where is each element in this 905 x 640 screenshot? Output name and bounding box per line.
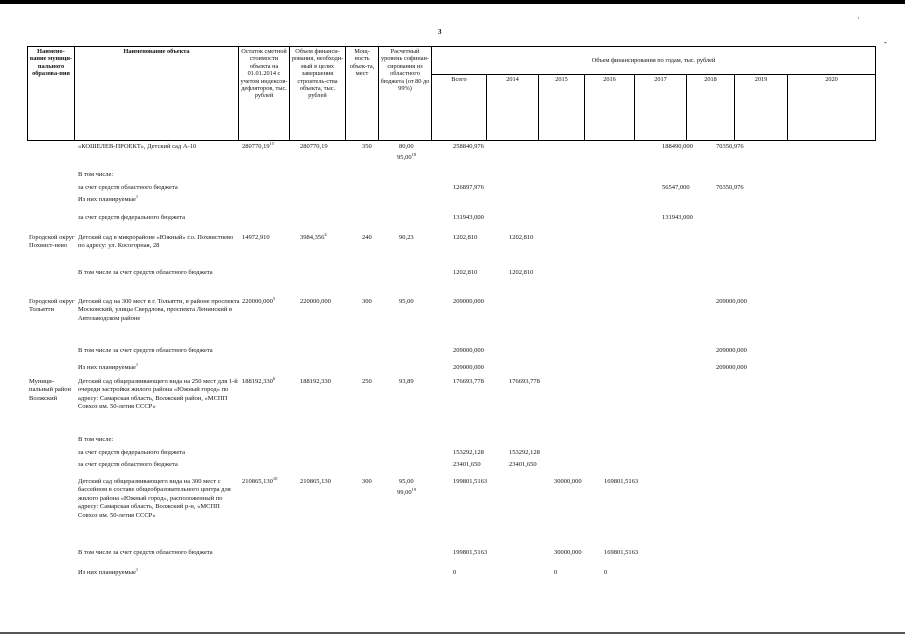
year-value-cell: 176693,778 <box>509 378 540 385</box>
header-financing-volume: Объем финанси-рования, необходи-мый в целях завершения строитель-ства объекта, тыс. рублей <box>290 47 346 141</box>
subrow-label: Из них планируемые$^1$ <box>78 361 139 371</box>
year-value-cell: 30000,000 <box>554 478 582 485</box>
financing-volume-cell: 280770,19 <box>300 143 328 150</box>
subrow-label: за счет средств федерального бюджета <box>78 214 186 221</box>
total-cell: 209000,000 <box>453 364 484 371</box>
scan-speck: · <box>857 14 860 23</box>
subrow-label: за счет средств федерального бюджета <box>78 449 186 456</box>
cofinancing-level-cell: 95,00$^{18}$ <box>397 151 417 161</box>
header-remaining: Остаток сметной стоимости объекта на 01.01.2014 с учетом индексов-дефляторов, тыс. рублей <box>239 47 290 141</box>
subrow-label: Из них планируемые$^1$ <box>78 193 139 203</box>
header-year: 2019 <box>735 75 788 141</box>
financing-volume-cell: 3984,356$^4$ <box>300 231 327 241</box>
year-value-cell: 1202,810 <box>509 269 534 276</box>
footnote-mark: 10 <box>272 475 278 481</box>
year-value-cell: 56547,000 <box>662 184 690 191</box>
top-border <box>0 0 905 4</box>
capacity-cell: 240 <box>362 234 372 241</box>
cofinancing-level-cell: 95,00 <box>399 298 414 305</box>
total-cell: 153292,128 <box>453 449 484 456</box>
footnote-mark: 1 <box>135 193 139 199</box>
year-value-cell: 70350,976 <box>716 184 744 191</box>
total-cell: 1202,810 <box>453 234 478 241</box>
capacity-cell: 300 <box>362 478 372 485</box>
page-number: 3 <box>438 28 442 36</box>
year-value-cell: 0 <box>554 569 558 576</box>
header-years-group: Объем финансирования по годам, тыс. рублей <box>432 47 876 75</box>
remaining-cost-cell: 210865,130$^{10}$ <box>242 475 278 485</box>
object-name-cell: Детский сад общеразвивающего вида на 300 мест с бассейном в составе общеобразовательного центра для жилого района «Южный город», расположенный по адресу: Самарская область, Волжский р-н, «МСПП Совхоз им. 50-летия СССР» <box>78 478 231 519</box>
object-name-cell: Детский сад общеразвивающего вида на 250 мест для 1-й очереди застройки жилого района «Южный город» по адресу: Самарская область, Волжский район, «МСПП Совхоз им. 50-летия СССР» <box>78 378 238 411</box>
scan-speck: - <box>884 38 887 47</box>
total-cell: 1202,810 <box>453 269 478 276</box>
subrow-label: В том числе: <box>78 436 114 443</box>
subrow-label: Из них планируемые$^1$ <box>78 566 139 576</box>
header-year: 2016 <box>585 75 635 141</box>
year-value-cell: 188490,000 <box>662 143 693 150</box>
subrow-label: В том числе за счет средств областного бюджета <box>78 549 213 556</box>
header-cofinancing: Расчетный уровень софинан-сирования из областного бюджета (от 80 до 99%) <box>379 47 432 141</box>
header-year: 2017 <box>635 75 687 141</box>
footnote-mark: 6 <box>272 375 276 381</box>
footnote-mark: 4 <box>324 231 327 237</box>
object-name-cell: Детский сад на 300 мест в г. Тольятти, в районе проспекта Московский, улицы Свердлова, проспекта Ленинский в Автозаводском районе <box>78 298 240 322</box>
total-cell: 209000,000 <box>453 298 484 305</box>
footnote-mark: 19 <box>411 486 417 492</box>
object-name-cell: Детский сад в микрорайоне «Южный» г.о. Похвистнево по адресу: ул. Косогорная, 28 <box>78 234 234 250</box>
total-cell: 126897,976 <box>453 184 484 191</box>
total-cell: 209000,000 <box>453 347 484 354</box>
cofinancing-level-cell: 90,23 <box>399 234 414 241</box>
year-value-cell: 131943,000 <box>662 214 693 221</box>
financing-volume-cell: 188192,330 <box>300 378 331 385</box>
header-capacity: Мощ-ность объек-та, мест <box>346 47 379 141</box>
cofinancing-level-cell: 93,89 <box>399 378 414 385</box>
remaining-cost-cell: 220000,000$^5$ <box>242 295 276 305</box>
municipality-cell: Муници-пальный район Волжский <box>29 378 71 402</box>
header-municipality: Наимено-вание муници-пального образова-ния <box>28 47 75 141</box>
financing-volume-cell: 220000,000 <box>300 298 331 305</box>
subrow-label: В том числе за счет средств областного бюджета <box>78 269 213 276</box>
bottom-border <box>0 632 905 634</box>
footnote-mark: 5 <box>272 295 276 301</box>
remaining-cost-cell: 14972,910 <box>242 234 270 241</box>
year-value-cell: 30000,000 <box>554 549 582 556</box>
cofinancing-level-cell: 80,00 <box>399 143 414 150</box>
subrow-label: В том числе за счет средств областного бюджета <box>78 347 213 354</box>
total-cell: 199801,5163 <box>453 549 488 556</box>
total-cell: 131943,000 <box>453 214 484 221</box>
header-year: 2018 <box>687 75 735 141</box>
footnote-mark: 18 <box>411 151 417 157</box>
year-value-cell: 70350,976 <box>716 143 744 150</box>
footnote-mark: 1 <box>135 566 139 572</box>
total-cell: 23401,650 <box>453 461 481 468</box>
total-cell: 258840,976 <box>453 143 484 150</box>
header-object: Наименование объекта <box>75 47 239 141</box>
year-value-cell: 169801,5163 <box>604 549 639 556</box>
year-value-cell: 209000,000 <box>716 298 747 305</box>
header-year: 2015 <box>539 75 585 141</box>
total-cell: 199801,5163 <box>453 478 488 485</box>
footnote-mark: 1 <box>135 361 139 367</box>
year-value-cell: 0 <box>604 569 608 576</box>
capacity-cell: 350 <box>362 143 372 150</box>
municipality-cell: Городской округ Тольятти <box>29 298 75 314</box>
cofinancing-level-cell: 99,00$^{19}$ <box>397 486 417 496</box>
total-cell: 176693,778 <box>453 378 484 385</box>
capacity-cell: 300 <box>362 298 372 305</box>
header-year: Всего <box>432 75 487 141</box>
capacity-cell: 250 <box>362 378 372 385</box>
remaining-cost-cell: 188192,330$^6$ <box>242 375 276 385</box>
cofinancing-level-cell: 95,00 <box>399 478 414 485</box>
object-name-cell: «КОШЕЛЕВ-ПРОЕКТ», Детский сад А-10 <box>78 143 197 150</box>
year-value-cell: 209000,000 <box>716 347 747 354</box>
total-cell: 0 <box>453 569 457 576</box>
year-value-cell: 209000,000 <box>716 364 747 371</box>
year-value-cell: 169801,5163 <box>604 478 639 485</box>
financing-table-header <box>27 46 876 141</box>
year-value-cell: 23401,650 <box>509 461 537 468</box>
subrow-label: за счет средств областного бюджета <box>78 184 178 191</box>
municipality-cell: Городской округ Похвист-нево <box>29 234 75 250</box>
subrow-label: за счет средств областного бюджета <box>78 461 178 468</box>
subrow-label: В том числе: <box>78 171 114 178</box>
footnote-mark: 15 <box>269 140 275 146</box>
header-year: 2020 <box>788 75 876 141</box>
header-year: 2014 <box>487 75 539 141</box>
remaining-cost-cell: 280770,19$^{15}$ <box>242 140 275 150</box>
financing-volume-cell: 210865,130 <box>300 478 331 485</box>
year-value-cell: 153292,128 <box>509 449 540 456</box>
year-value-cell: 1202,810 <box>509 234 534 241</box>
